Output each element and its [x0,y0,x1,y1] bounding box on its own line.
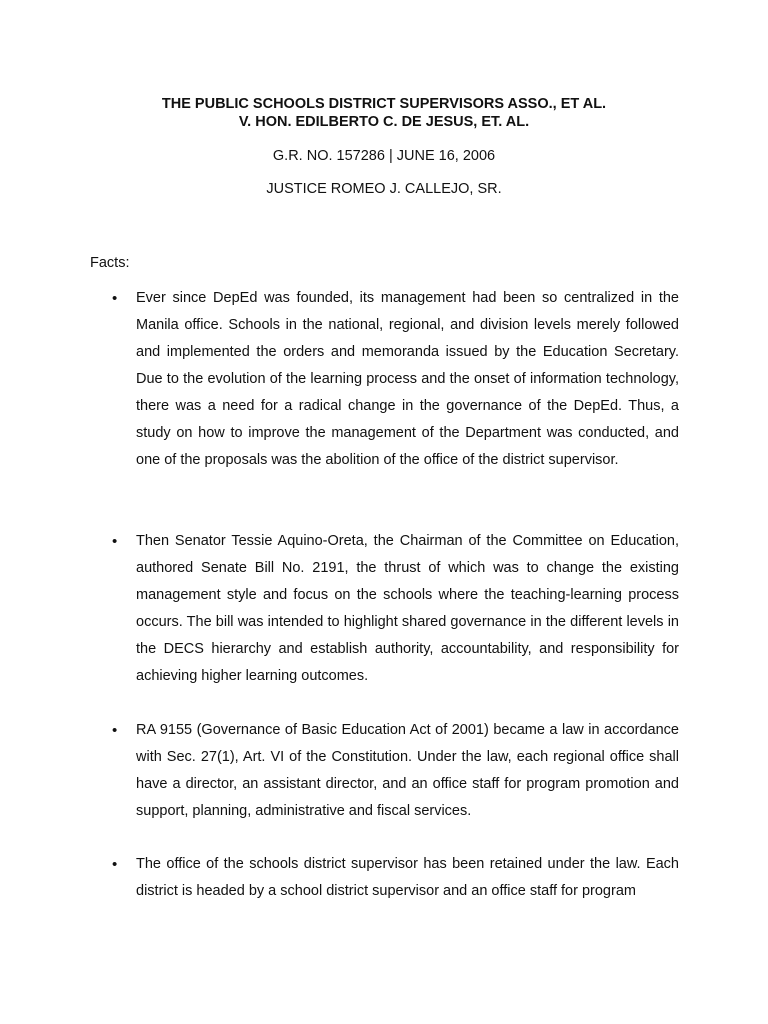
case-number-date: G.R. NO. 157286 | JUNE 16, 2006 [272,148,496,164]
bullet-marker: • [112,290,118,307]
title-line-2: V. HON. EDILBERTO C. DE JESUS, ET. AL. [238,114,530,130]
title-line-1: THE PUBLIC SCHOOLS DISTRICT SUPERVISORS ASSO., ET AL. [161,96,607,112]
list-item-text: RA 9155 (Governance of Basic Education Act of 2001) became a law in accordance with Sec. 27(1), Art. VI of the Constitution. Under the law, each regional office shall have a director, an assistant director, and an office staff for program promotion and support, planning, administrative and fiscal services. [136,722,679,819]
list-item-text: Then Senator Tessie Aquino-Oreta, the Chairman of the Committee on Education, authored Senate Bill No. 2191, the thrust of which was to change the existing management style and focus on the schools where the teaching-learning process occurs. The bill was intended to highlight shared governance in the different levels in the DECS hierarchy and establish authority, accountability, and responsibility for achieving higher learning outcomes. [136,533,679,684]
ponente-justice: JUSTICE ROMEO J. CALLEJO, SR. [266,181,502,197]
bullet-marker: • [112,722,118,739]
list-item-text: The office of the schools district supervisor has been retained under the law. Each district is headed by a school district supervisor and an office staff for program [136,856,679,899]
bullet-marker: • [112,533,118,550]
list-item-text: Ever since DepEd was founded, its management had been so centralized in the Manila office. Schools in the national, regional, and division levels merely followed and implemented the orders and memoranda issued by the Education Secretary. Due to the evolution of the learning process and the onset of information technology, there was a need for a radical change in the governance of the DepEd. Thus, a study on how to improve the management of the Department was conducted, and one of the proposals was the abolition of the office of the district supervisor. [136,290,679,468]
facts-heading: Facts: [90,255,130,271]
document-title [0,95,768,131]
bullet-marker: • [112,856,118,873]
